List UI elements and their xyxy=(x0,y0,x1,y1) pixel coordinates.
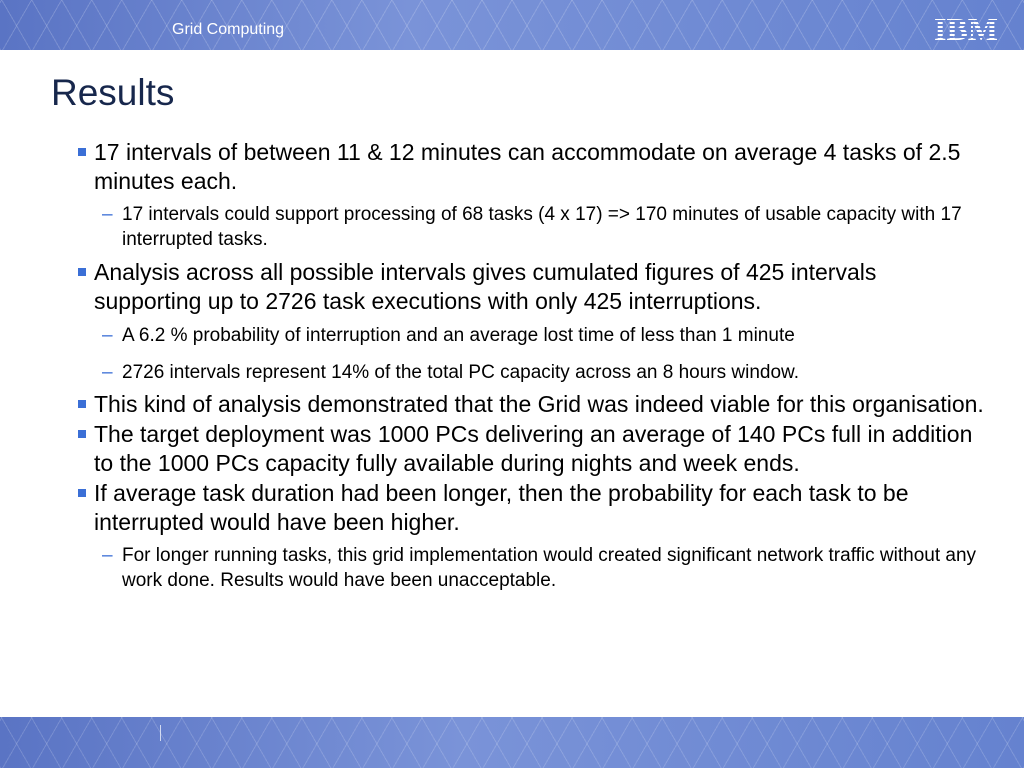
bullet xyxy=(78,390,988,419)
bullet xyxy=(78,138,988,196)
bullet-text: If average task duration had been longer, then the probability for each task to be interrupted would have been higher. xyxy=(94,480,909,535)
bullet-text: 17 intervals of between 11 & 12 minutes can accommodate on average 4 tasks of 2.5 minutes each. xyxy=(94,139,961,194)
bullet xyxy=(78,420,988,478)
bullet xyxy=(78,479,988,537)
dash-icon: – xyxy=(102,362,113,383)
sub-bullet xyxy=(78,543,988,593)
bullet-square-icon xyxy=(78,268,86,276)
bullet-text: Analysis across all possible intervals gives cumulated figures of 425 intervals supporting up to 2726 task executions with only 425 interruptions. xyxy=(94,259,877,314)
sub-bullet-text: 17 intervals could support processing of 68 tasks (4 x 17) => 170 minutes of usable capacity with 17 interrupted tasks. xyxy=(122,204,962,250)
sub-bullet-text: A 6.2 % probability of interruption and an average lost time of less than 1 minute xyxy=(122,325,795,346)
bullet-square-icon xyxy=(78,400,86,408)
dash-icon: – xyxy=(102,545,113,566)
header-bar xyxy=(0,0,1024,50)
bullet-text: The target deployment was 1000 PCs delivering an average of 140 PCs full in addition to the 1000 PCs capacity fully available during nights and week ends. xyxy=(94,421,973,476)
dash-icon: – xyxy=(102,325,113,346)
footer-bar xyxy=(0,717,1024,768)
ibm-logo xyxy=(928,14,1004,44)
sub-bullet-text: For longer running tasks, this grid implementation would created significant network traffic without any work done. Results would have been unacceptable. xyxy=(122,545,977,591)
slide-content xyxy=(78,138,988,593)
sub-bullet xyxy=(78,202,988,252)
svg-text:IBM: IBM xyxy=(934,14,998,44)
sub-bullet xyxy=(78,323,988,348)
bullet-square-icon xyxy=(78,430,86,438)
sub-bullet xyxy=(78,360,988,385)
bullet-square-icon xyxy=(78,148,86,156)
slide-title: Results xyxy=(51,72,175,113)
bullet-square-icon xyxy=(78,489,86,497)
footer-divider xyxy=(160,725,161,741)
bullet xyxy=(78,258,988,316)
dash-icon: – xyxy=(102,204,113,225)
bullet-text: This kind of analysis demonstrated that the Grid was indeed viable for this organisation. xyxy=(94,391,984,417)
sub-bullet-text: 2726 intervals represent 14% of the total PC capacity across an 8 hours window. xyxy=(122,362,799,383)
header-title: Grid Computing xyxy=(172,21,285,38)
